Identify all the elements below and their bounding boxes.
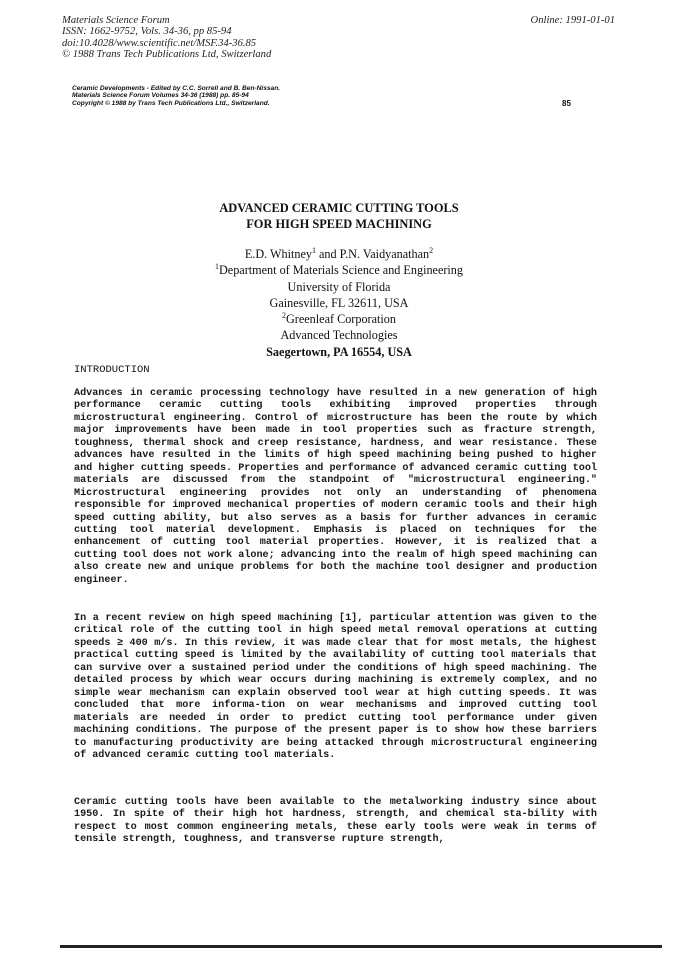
author-block: [0, 246, 678, 360]
paragraph-3: Ceramic cutting tools have been available to the metalworking industry since about 1950. In spite of their high hot hardness, strength, and chemical sta-bility with respect to most common engineering metals, these early tools were weak in terms of tensile strength, toughness, and transverse rupture strength,: [74, 797, 597, 846]
citation-block: [72, 85, 280, 107]
author-2-affil-mark: 2: [429, 245, 434, 255]
affiliation-2-division: Advanced Technologies: [280, 328, 398, 343]
affiliation-2-city: Saegertown, PA 16554, USA: [266, 344, 412, 359]
section-heading: INTRODUCTION: [74, 364, 150, 376]
copyright-line: © 1988 Trans Tech Publications Ltd, Switzerland: [62, 49, 272, 61]
doi-line: doi:10.4028/www.scientific.net/MSF.34-36.85: [62, 37, 257, 49]
footer-rule: [60, 945, 662, 948]
journal-metadata: [62, 15, 271, 61]
author-1: E.D. Whitney: [244, 247, 312, 261]
affiliation-2-company: $^2$Greenleaf Corporation: [282, 311, 396, 327]
online-date: Online: 1991-01-01: [530, 15, 615, 26]
affiliation-2-mark: 2: [282, 311, 286, 321]
issn-line: ISSN: 1662-9752, Vols. 34-36, pp 85-94: [62, 26, 232, 38]
affiliation-1-city: Gainesville, FL 32611, USA: [269, 295, 409, 310]
paper-title: [0, 201, 678, 232]
paragraph-2: In a recent review on high speed machining [1], particular attention was given to the critical role of the cutting tool in high speed metal removal operations at cutting speeds ≥ 400 m/s. In this review, it was made clear that for most metals, the highest practical cutting speed is limited by the availability of cutting tool materials that can survive over a sustained period under the conditions of high speed machining. The detailed process by which wear occurs during machining is extremely complex, and no simple wear mechanism can explain observed tool wear at high cutting speeds. It was concluded that more informa-tion on wear mechanisms and improved cutting tool materials are needed in order to predict cutting tool performance under given machining conditions. The purpose of the present paper is to show how these barriers to manufacturing productivity are being attacked through microstructural engineering of advanced ceramic cutting tool materials.: [74, 613, 597, 761]
affiliation-1-univ: University of Florida: [287, 279, 391, 294]
paragraph-1: Advances in ceramic processing technology have resulted in a new generation of high performance ceramic cutting tools exhibiting improved properties through microstructural engineering. Control of microstructure has been the route by which major improvements have been made in tool properties such as fracture strength, toughness, thermal shock and creep resistance, hardness, and wear resistance. These advances have resulted in the limits of high speed machining being pushed to higher and higher cutting speeds. Properties and performance of advanced ceramic cutting tool materials are discussed from the standpoint of "microstructural engineering." Microstructural engineering provides not only an understanding of phenomena responsible for improved mechanical properties of modern ceramic tools and their high speed cutting ability, but also serves as a basis for further advances in ceramic cutting tool material development. Emphasis is placed on techniques for the enhancement of cutting tool material properties. However, it is realized that a cutting tool does not work alone; advancing into the realm of high speed machining can also create new and unique problems for both the machine tool designer and production engineer.: [74, 388, 597, 586]
citation-line-3: Copyright © 1988 by Trans Tech Publications Ltd., Switzerland.: [72, 99, 270, 107]
title-line-2: FOR HIGH SPEED MACHINING: [246, 216, 432, 231]
citation-line-1: Ceramic Developments - Edited by C.C. Sorrell and B. Ben-Nissan.: [72, 85, 281, 92]
journal-name: Materials Science Forum: [62, 15, 170, 26]
author-line: [0, 246, 678, 262]
affiliation-1-mark: 1: [215, 262, 219, 272]
author-conjunction: and: [315, 247, 340, 261]
author-2: P.N. Vaidyanathan: [339, 247, 430, 261]
citation-line-2: Materials Science Forum Volumes 34-36 (1988) pp. 85-94: [72, 92, 249, 100]
title-line-1: ADVANCED CERAMIC CUTTING TOOLS: [219, 201, 459, 215]
affiliation-1-dept: $^1$Department of Materials Science and Engineering: [215, 262, 463, 278]
page-number: 85: [562, 99, 571, 108]
author-1-affil-mark: 1: [311, 245, 316, 255]
